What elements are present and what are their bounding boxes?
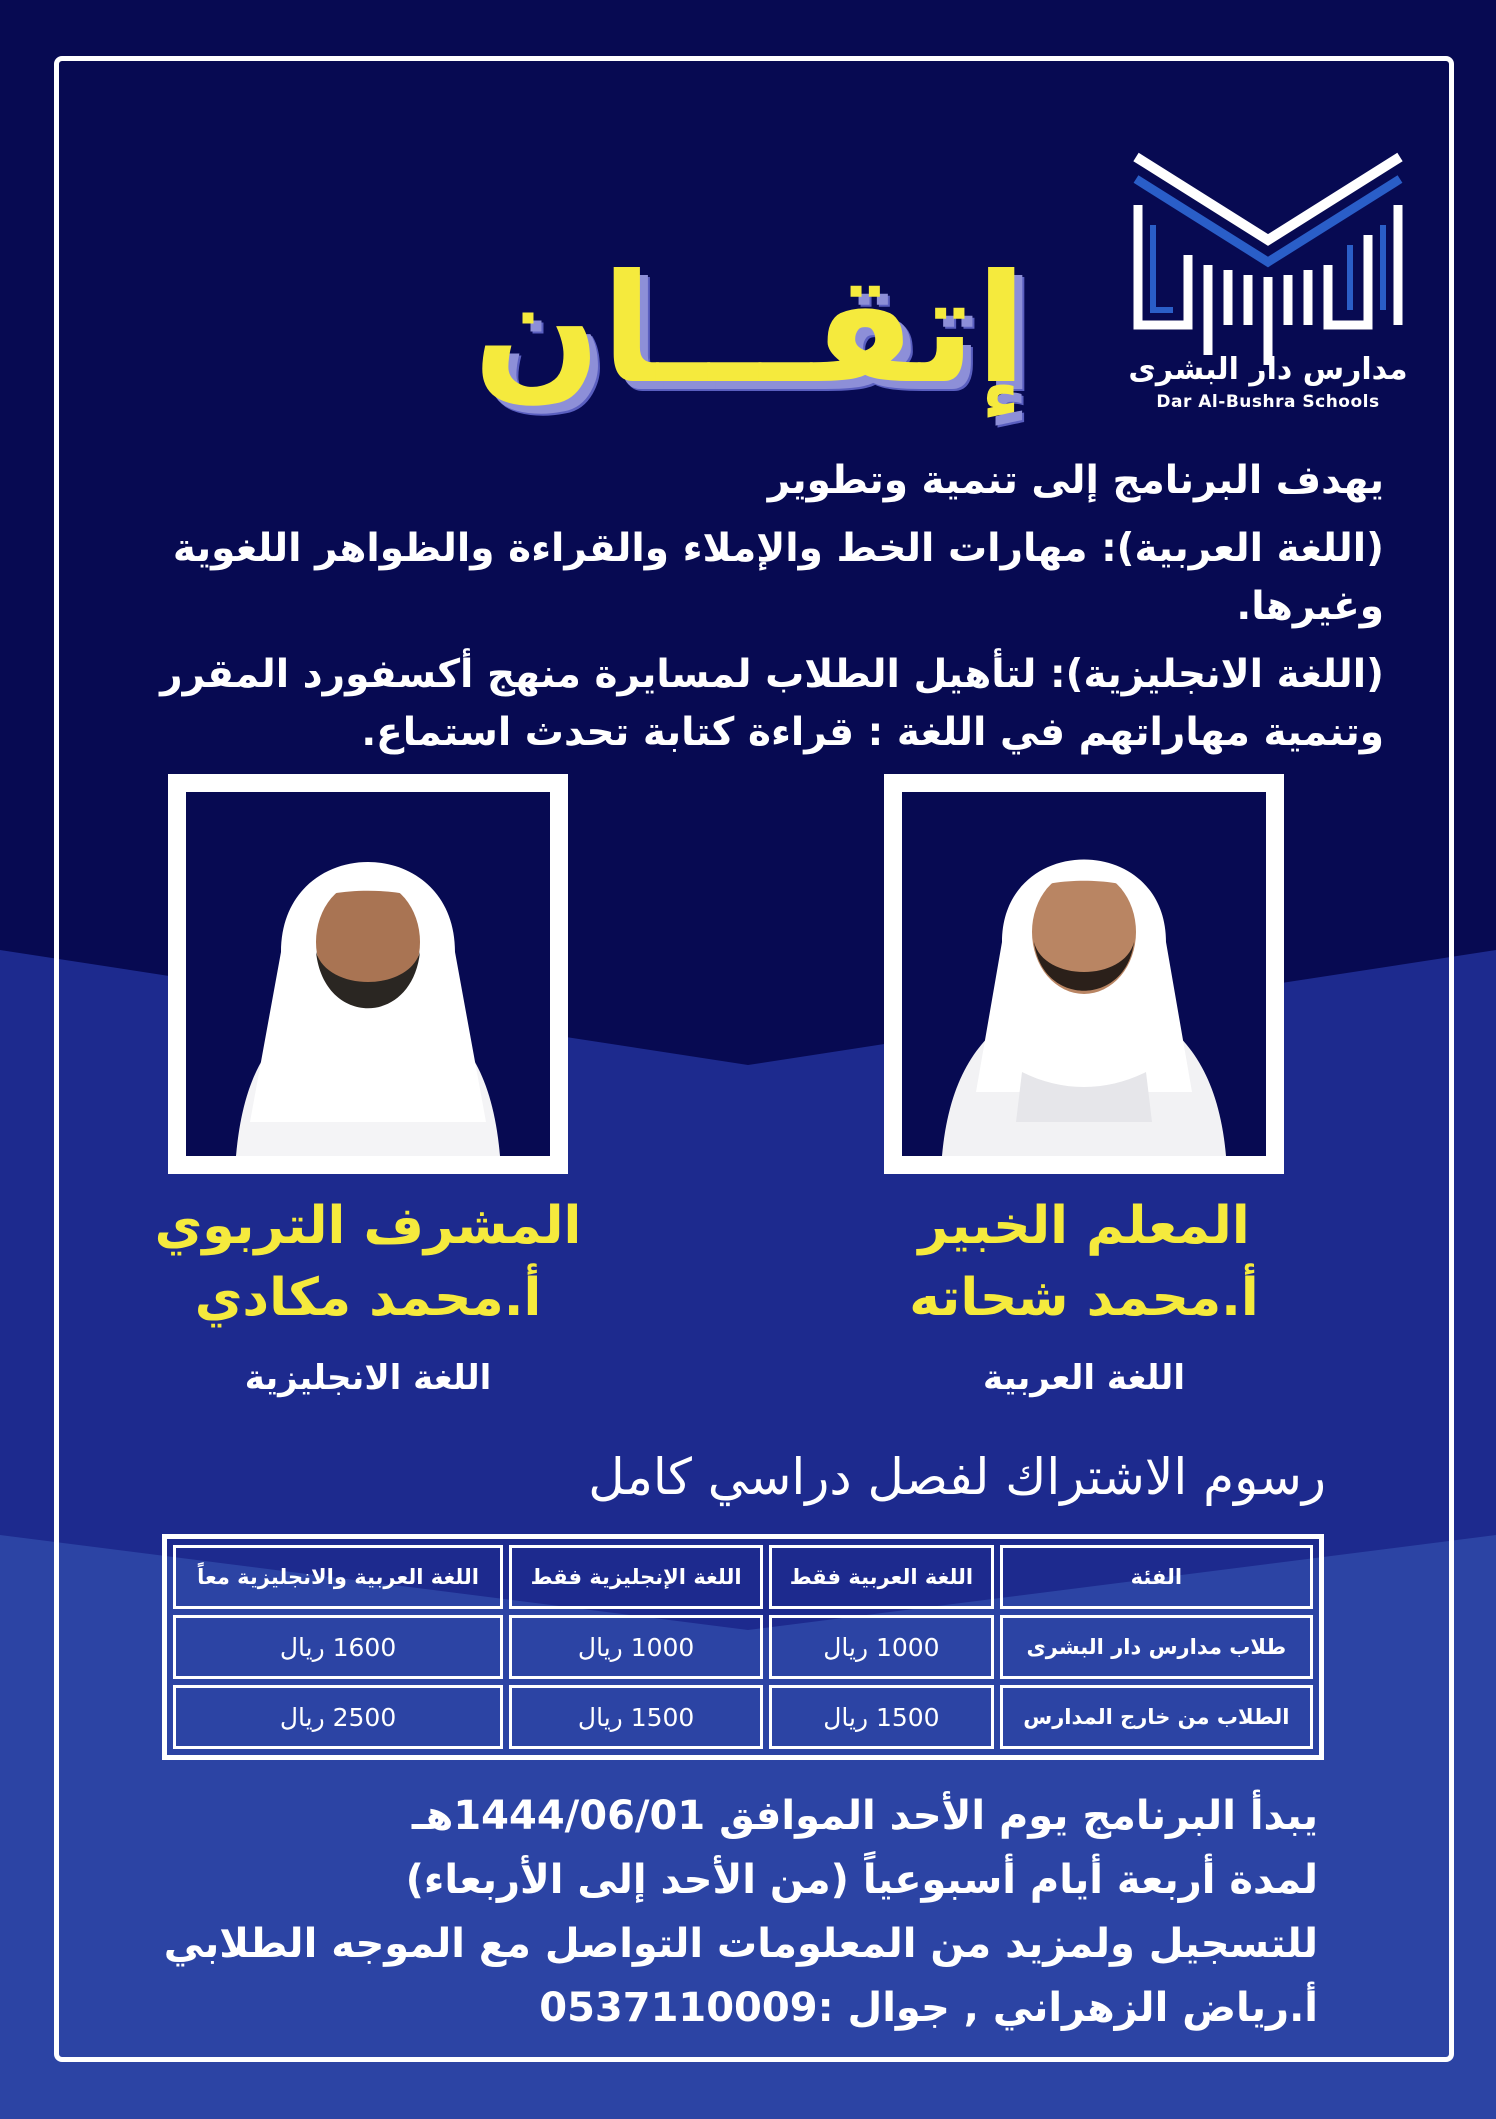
teacher-role-title: المعلم الخبير [918,1196,1250,1256]
intro-line: (اللغة العربية): مهارات الخط والإملاء والقراءة والظواهر اللغوية وغيرها. [172,526,1384,629]
subject-english: اللغة الانجليزية [244,1358,492,1398]
teacher-role-arabic [824,1190,1344,1334]
program-details-footer [118,1784,1318,2040]
table-cell-category: طلاب مدارس دار البشرى [1000,1615,1313,1679]
table-row [173,1615,1313,1679]
person-portrait-icon [186,792,550,1156]
table-cell: 1500 ريال [769,1685,994,1749]
table-header-cell: اللغة الإنجليزية فقط [509,1545,763,1609]
teacher-role-title: المشرف التربوي [154,1196,582,1256]
teacher-name: أ.محمد شحاته [909,1268,1259,1328]
subject-arabic: اللغة العربية [983,1358,1185,1398]
logo-english-name: Dar Al-Bushra Schools [1156,392,1380,412]
teacher-photo-english [168,774,568,1174]
intro-line: يهدف البرنامج إلى تنمية وتطوير [767,458,1384,503]
contact-text: أ.رياض الزهراني , جوال :0537110009 [539,1985,1318,2031]
start-date-text: يبدأ البرنامج يوم الأحد الموافق 1444/06/01هـ [411,1793,1318,1839]
schedule-text: لمدة أربعة أيام أسبوعياً (من الأحد إلى الأربعاء) [405,1857,1318,1903]
program-title: إتقـــان [473,243,1027,417]
table-row [173,1685,1313,1749]
table-cell: 1000 ريال [509,1615,763,1679]
fees-table [162,1534,1324,1760]
registration-text: للتسجيل ولمزيد من المعلومات التواصل مع الموجه الطلابي [163,1921,1318,1967]
logo-arabic-name: مدارس دار البشرى [1128,352,1408,387]
table-header-row [173,1545,1313,1609]
teacher-photo-arabic [884,774,1284,1174]
table-header-cell: اللغة العربية فقط [769,1545,994,1609]
table-cell: 1500 ريال [509,1685,763,1749]
fees-heading: رسوم الاشتراك لفصل دراسي كامل [588,1448,1326,1506]
teacher-name: أ.محمد مكادي [194,1268,542,1328]
table-cell: 1000 ريال [769,1615,994,1679]
person-portrait-icon [902,792,1266,1156]
table-header-cell: اللغة العربية والانجليزية معاً [173,1545,503,1609]
intro-line: (اللغة الانجليزية): لتأهيل الطلاب لمسايرة منهج أكسفورد المقرر وتنمية مهاراتهم في اللغة : قراءة كتابة تحدث استماع. [160,652,1384,755]
table-header-cell: الفئة [1000,1545,1313,1609]
table-cell: 1600 ريال [173,1615,503,1679]
teacher-role-english [108,1190,628,1334]
table-cell: 2500 ريال [173,1685,503,1749]
table-cell-category: الطلاب من خارج المدارس [1000,1685,1313,1749]
program-description [134,452,1384,772]
